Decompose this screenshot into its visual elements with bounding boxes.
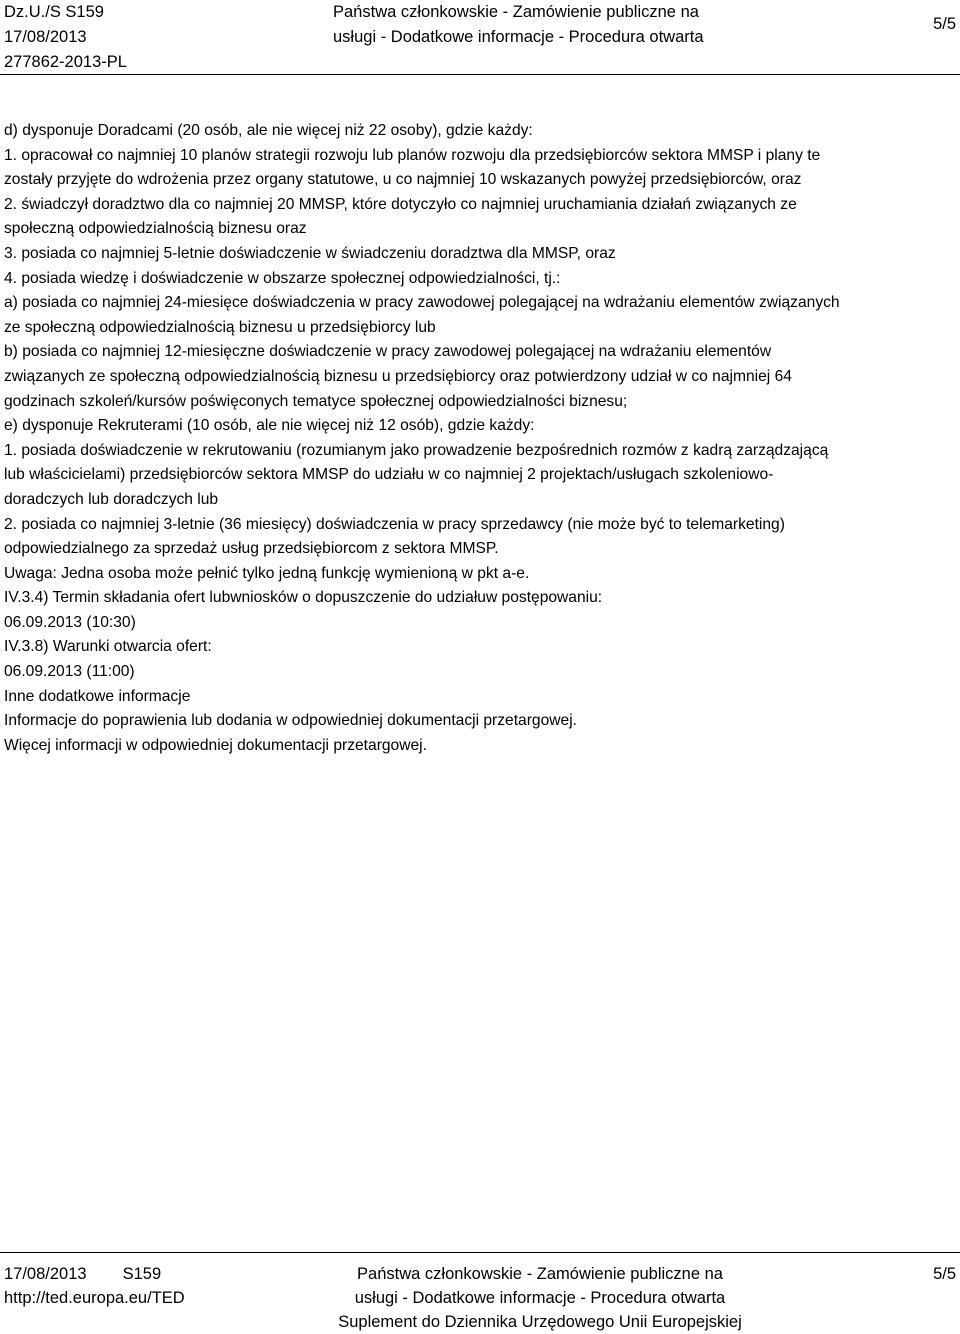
body-line: odpowiedzialnego za sprzedaż usług przedsiębiorcom z sektora MMSP.	[4, 540, 499, 558]
header-notice-id: 277862-2013-PL	[4, 53, 127, 71]
body-line: związanych ze społeczną odpowiedzialnością biznesu u przedsiębiorcy oraz potwierdzony udział w co najmniej 64	[4, 367, 792, 385]
body-line: d) dysponuje Doradcami (20 osób, ale nie więcej niż 22 osoby), gdzie każdy:	[4, 122, 533, 139]
header-title	[333, 0, 704, 50]
body-line: 3. posiada co najmniej 5-letnie doświadczenie w świadczeniu doradztwa dla MMSP, oraz	[4, 244, 616, 262]
document-body	[4, 119, 956, 758]
footer-page-number: 5/5	[933, 1265, 956, 1283]
body-line: 2. posiada co najmniej 3-letnie (36 miesięcy) doświadczenia w pracy sprzedawcy (nie może być to telemarketing)	[4, 515, 785, 533]
body-line: b) posiada co najmniej 12-miesięczne doświadczenie w pracy zawodowej polegającej na wdrażaniu elementów	[4, 343, 772, 361]
page-header	[0, 0, 960, 72]
body-line: ze społeczną odpowiedzialnością biznesu u przedsiębiorcy lub	[4, 318, 436, 336]
footer-title	[313, 1262, 767, 1334]
body-line: 06.09.2013 (11:00)	[4, 663, 135, 681]
body-line: a) posiada co najmniej 24-miesięce doświadczenia w pracy zawodowej polegającej na wdrażaniu elementów związanych	[4, 294, 840, 312]
header-reference	[4, 0, 127, 75]
body-line: Informacje do poprawienia lub dodania w odpowiedniej dokumentacji przetargowej.	[4, 712, 577, 730]
body-line: zostały przyjęte do wdrożenia przez organy statutowe, u co najmniej 10 wskazanych powyżej przedsiębiorców, oraz	[4, 171, 802, 189]
body-line: 1. opracował co najmniej 10 planów strategii rozwoju lub planów rozwoju dla przedsiębiorców sektora MMSP i plany te	[4, 146, 821, 164]
section-heading: IV.3.8) Warunki otwarcia ofert:	[4, 638, 212, 656]
header-title-line-2: usługi - Dodatkowe informacje - Procedura otwarta	[333, 28, 704, 46]
body-line: 4. posiada wiedzę i doświadczenie w obszarze społecznej odpowiedzialności, tj.:	[4, 269, 561, 287]
body-line: 06.09.2013 (10:30)	[4, 613, 136, 631]
footer-title-line-1: Państwa członkowskie - Zamówienie publiczne na	[357, 1265, 723, 1283]
body-line: Więcej informacji w odpowiedniej dokumentacji przetargowej.	[4, 736, 427, 754]
header-journal-ref: Dz.U./S S159	[4, 3, 104, 21]
footer-title-line-3: Suplement do Dziennika Urzędowego Unii Europejskiej	[338, 1313, 742, 1331]
footer-url: http://ted.europa.eu/TED	[4, 1289, 185, 1307]
footer-date: 17/08/2013	[4, 1265, 87, 1283]
header-page-number: 5/5	[933, 15, 956, 33]
body-line: 1. posiada doświadczenie w rekrutowaniu (rozumianym jako prowadzenie bezpośrednich rozmów z kadrą zarządzającą	[4, 441, 829, 459]
body-line: godzinach szkoleń/kursów poświęconych tematyce społecznej odpowiedzialności biznesu;	[4, 392, 628, 410]
footer-date-issue	[4, 1262, 185, 1286]
body-line: lub właścicielami) przedsiębiorców sektora MMSP do udziału w co najmniej 2 projektach/usługach szkoleniowo-	[4, 466, 774, 484]
body-line: społeczną odpowiedzialnością biznesu oraz	[4, 220, 307, 238]
section-heading: IV.3.4) Termin składania ofert lubwniosków o dopuszczenie do udziałuw postępowaniu:	[4, 589, 603, 607]
footer-title-line-2: usługi - Dodatkowe informacje - Procedura otwarta	[354, 1289, 726, 1307]
header-title-line-1: Państwa członkowskie - Zamówienie publiczne na	[333, 3, 699, 21]
section-heading: Inne dodatkowe informacje	[4, 687, 191, 705]
header-date: 17/08/2013	[4, 28, 87, 46]
body-line: e) dysponuje Rekruterami (10 osób, ale nie więcej niż 12 osób), gdzie każdy:	[4, 417, 535, 435]
footer-issue: S159	[122, 1265, 162, 1283]
header-divider	[0, 74, 960, 75]
body-line: 2. świadczył doradztwo dla co najmniej 20 MMSP, które dotyczyło co najmniej uruchamiania działań związanych ze	[4, 195, 797, 213]
footer-reference	[4, 1262, 185, 1310]
footer-divider	[0, 1252, 960, 1253]
body-line: doradczych lub doradczych lub	[4, 490, 219, 508]
body-line: Uwaga: Jedna osoba może pełnić tylko jedną funkcję wymienioną w pkt a-e.	[4, 564, 530, 582]
